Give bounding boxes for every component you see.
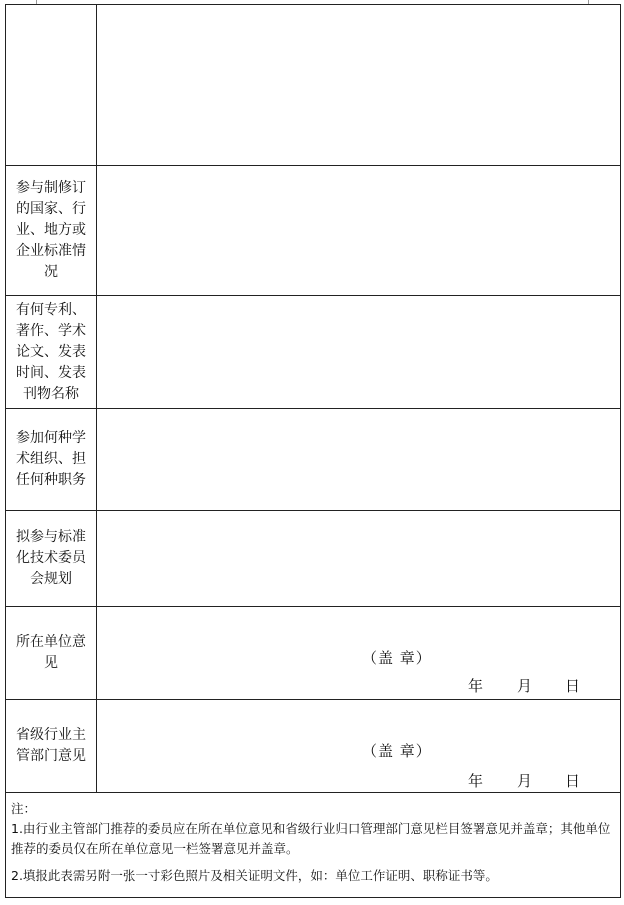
form-row-patents [6, 296, 621, 409]
form-row-notes [6, 793, 621, 898]
day-label: 日 [565, 772, 581, 790]
notes-heading: 注： [11, 801, 37, 816]
organizations-field[interactable] [97, 409, 621, 511]
month-label: 月 [517, 772, 533, 790]
unit-opinion-field[interactable] [97, 607, 621, 700]
standards-label-cell [6, 166, 97, 296]
patents-label-cell [6, 296, 97, 409]
unit-opinion-label: 所在单位意见 [16, 634, 86, 671]
application-form-table [5, 4, 621, 898]
form-row-provincial-opinion [6, 700, 621, 793]
provincial-opinion-field[interactable] [97, 700, 621, 793]
form-row-organizations [6, 409, 621, 511]
plan-label-cell [6, 511, 97, 607]
year-label: 年 [468, 677, 484, 695]
provincial-opinion-label: 省级行业主管部门意见 [16, 727, 86, 764]
form-row-plan [6, 511, 621, 607]
notes-cell [6, 793, 621, 898]
note-item-1: 1.由行业主管部门推荐的委员应在所在单位意见和省级行业归口管理部门意见栏目签署意见并盖章；其他单位推荐的委员仅在所在单位意见一栏签署意见并盖章。 [11, 821, 611, 856]
year-label: 年 [468, 772, 484, 790]
day-label: 日 [565, 677, 581, 695]
plan-field[interactable] [97, 511, 621, 607]
continued-content-field[interactable] [97, 5, 621, 166]
seal-label: （盖 章） [362, 649, 432, 667]
patents-label: 有何专利、著作、学术论文、发表时间、发表刊物名称 [16, 301, 86, 402]
standards-field[interactable] [97, 166, 621, 296]
unit-opinion-label-cell [6, 607, 97, 700]
form-row-standards [6, 166, 621, 296]
provincial-opinion-label-cell [6, 700, 97, 793]
plan-label: 拟参与标准化技术委员会规划 [16, 529, 86, 587]
note-item-2: 2.填报此表需另附一张一寸彩色照片及相关证明文件，如：单位工作证明、职称证书等。 [11, 868, 498, 883]
organizations-label: 参加何种学术组织、担任何种职务 [16, 430, 86, 488]
standards-label: 参与制修订的国家、行业、地方或企业标准情况 [16, 180, 86, 280]
patents-field[interactable] [97, 296, 621, 409]
form-row-continued [6, 5, 621, 166]
organizations-label-cell [6, 409, 97, 511]
form-row-unit-opinion [6, 607, 621, 700]
empty-label-cell [6, 5, 97, 166]
seal-label: （盖 章） [362, 742, 432, 760]
month-label: 月 [517, 677, 533, 695]
